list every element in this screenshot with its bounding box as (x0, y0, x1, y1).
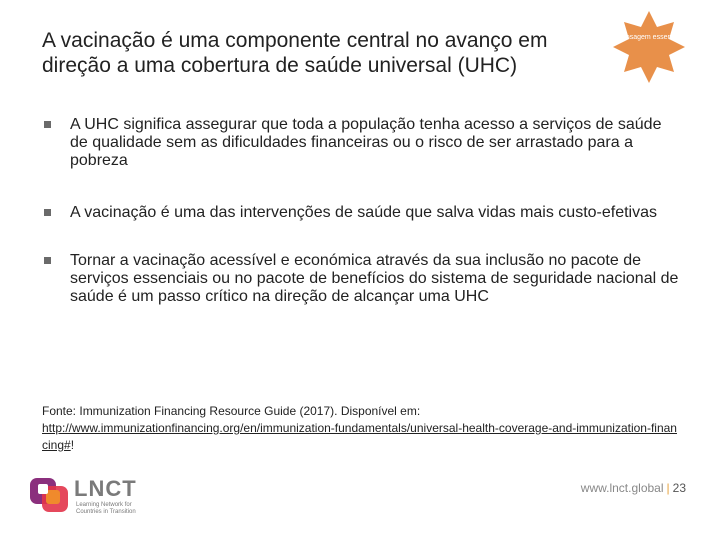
bullet-text: Tornar a vacinação acessível e económica através da sua inclusão no pacote de serviços essenciais ou no pacote de benefícios do sistema de seguridade nacional de saúde é um passo crítico na direção de alcançar uma UHC (70, 252, 679, 305)
star-badge-icon (611, 9, 687, 85)
logo-wordmark: LNCT (74, 476, 137, 501)
slide-title: A vacinação é uma componente central no avanço em direção a uma cobertura de saúde universal (UHC) (42, 29, 548, 77)
bullet-list (42, 116, 682, 306)
square-bullet-icon (44, 121, 51, 128)
source-trailing: ! (70, 438, 75, 452)
source-link[interactable]: http://www.immunizationfinancing.org/en/immunization-fundamentals/universal-health-coverage-and-immunization-financing# (42, 421, 677, 452)
source-label: Fonte: Immunization Financing Resource Guide (2017). Disponível em: (42, 404, 421, 418)
footer (581, 481, 686, 495)
bullet-item (42, 116, 682, 170)
badge-label: Mensagem essencial (616, 34, 682, 41)
square-bullet-icon (44, 257, 51, 264)
source-citation (42, 403, 682, 454)
bullet-item (42, 252, 682, 306)
lnct-logo-icon (28, 474, 72, 518)
footer-separator: | (666, 481, 670, 495)
page-number: 23 (672, 481, 686, 495)
bullet-text: A vacinação é uma das intervenções de saúde que salva vidas mais custo-efetivas (70, 204, 657, 221)
square-bullet-icon (44, 209, 51, 216)
bullet-text: A UHC significa assegurar que toda a população tenha acesso a serviços de saúde de qualidade sem as dificuldades financeiras ou o risco de ser arrastado para a pobreza (70, 116, 662, 169)
footer-site[interactable]: www.lnct.global (580, 481, 664, 495)
lnct-logo (28, 472, 168, 520)
bullet-item (42, 204, 682, 222)
key-message-badge (611, 9, 687, 85)
logo-tagline: Learning Network for Countries in Transition (76, 502, 136, 515)
